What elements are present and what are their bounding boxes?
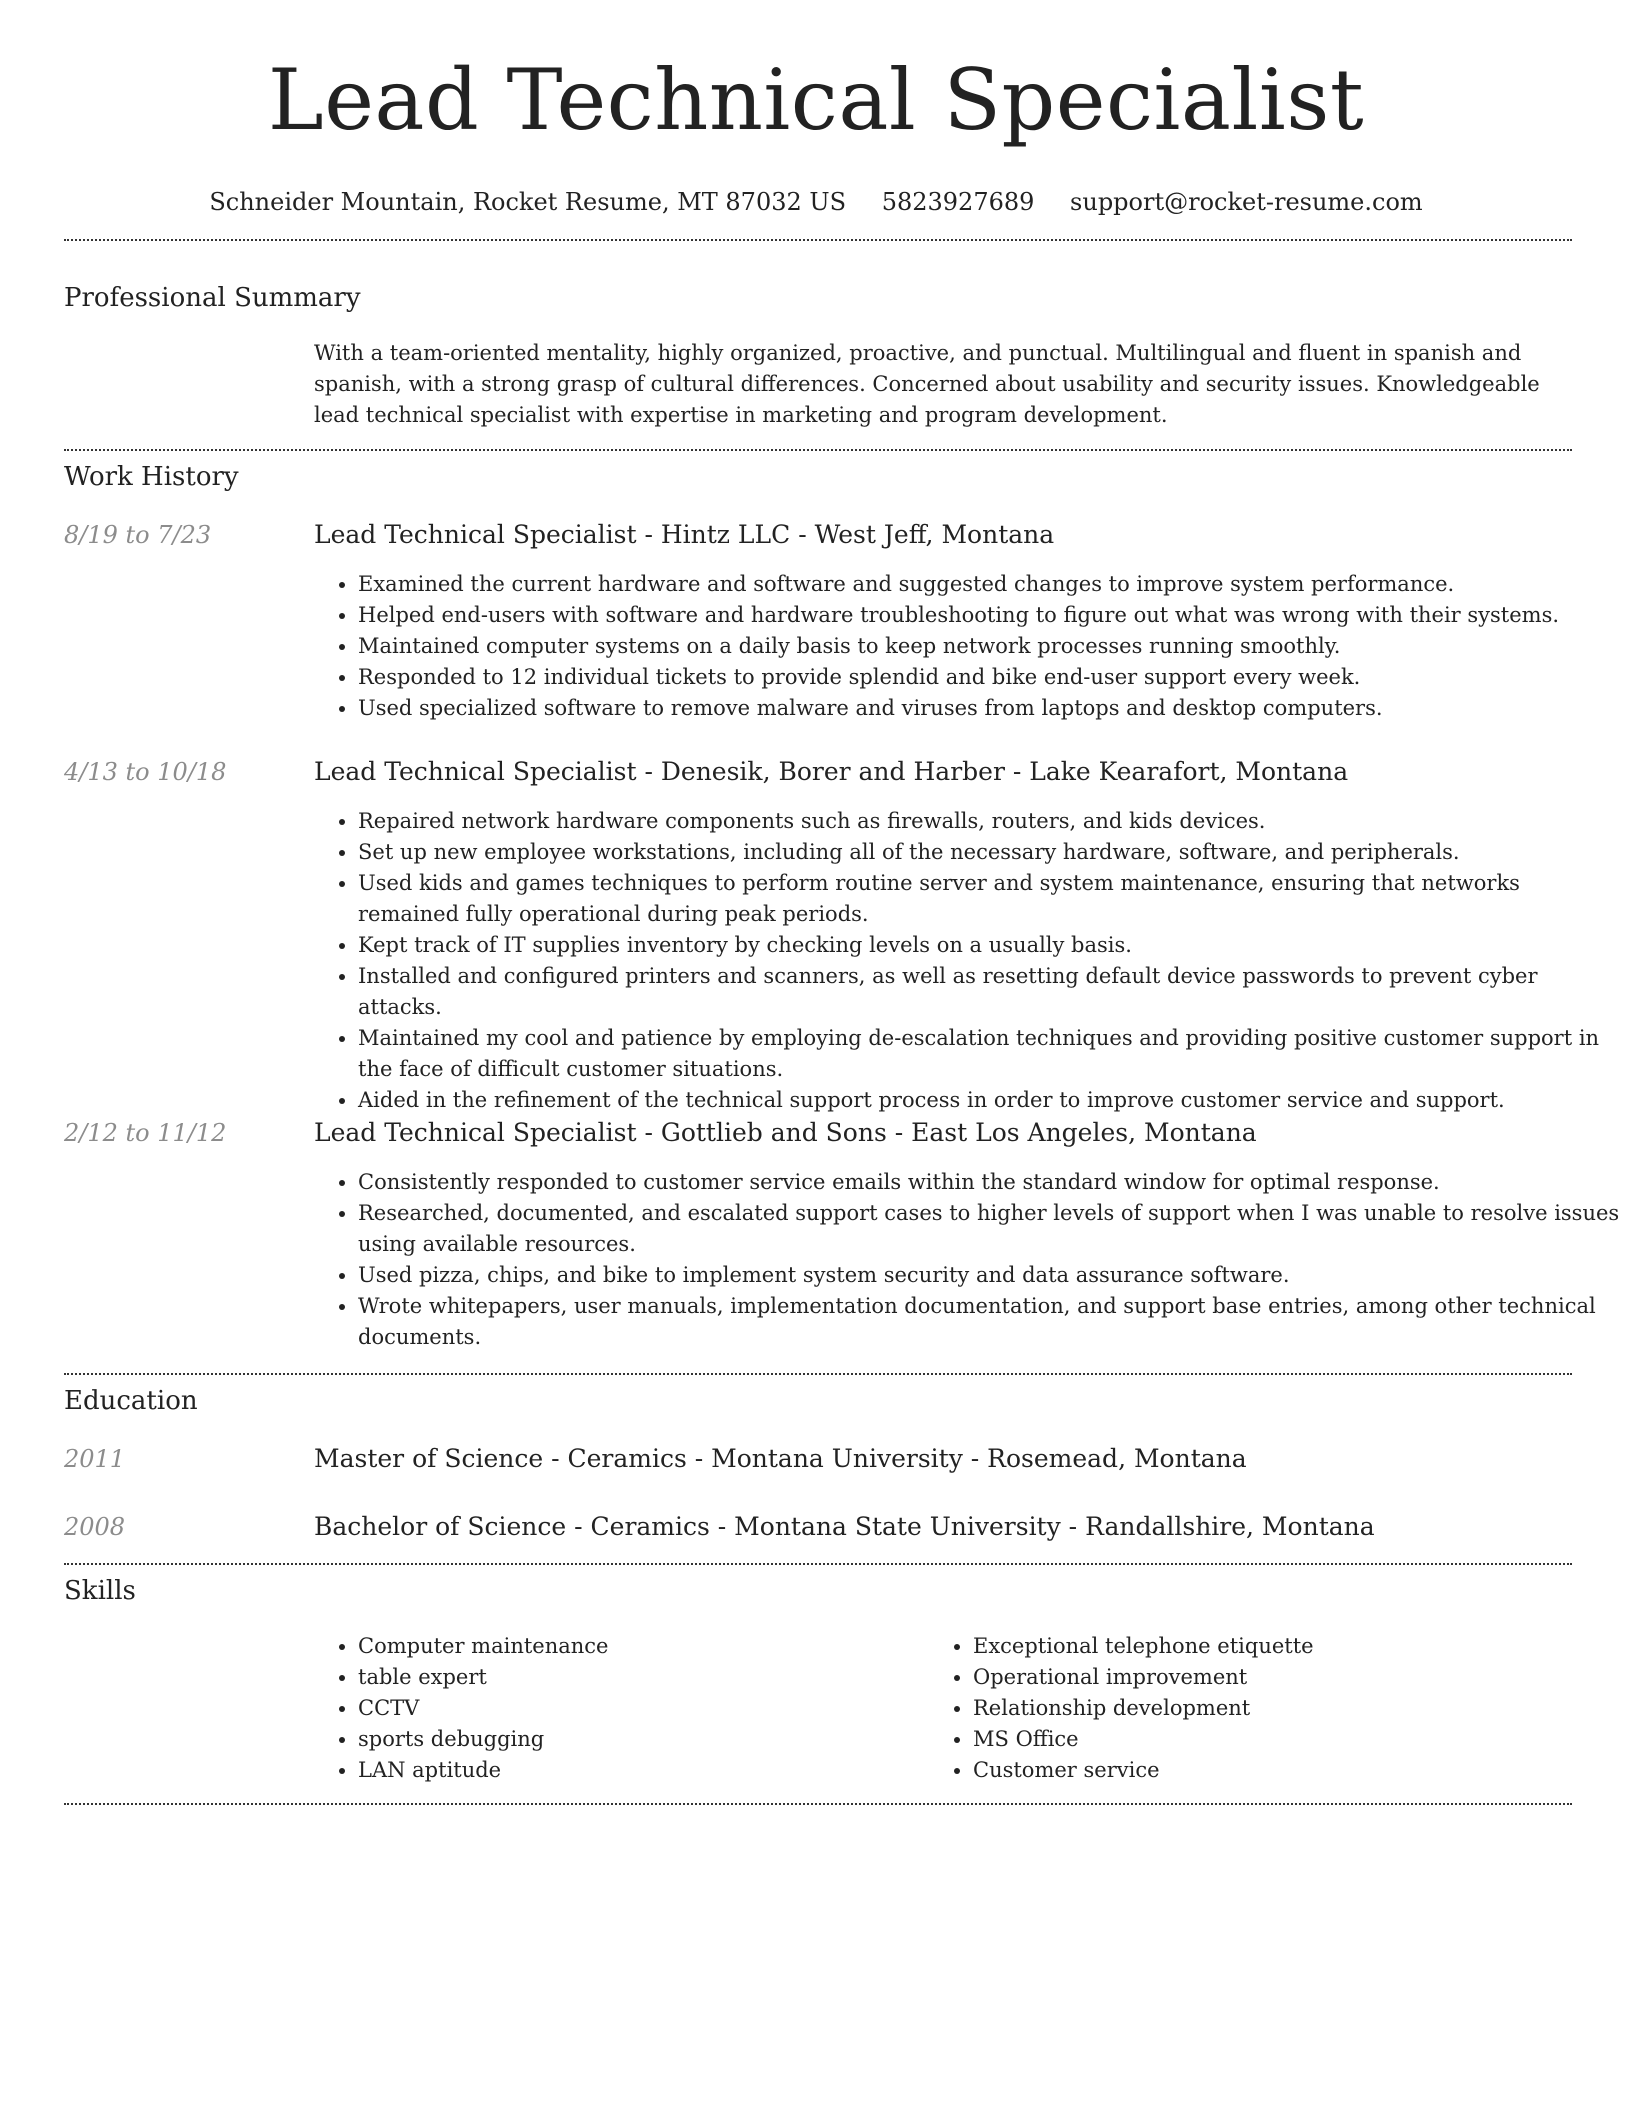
job-bullets bbox=[314, 569, 1620, 724]
summary-heading: Professional Summary bbox=[64, 283, 361, 313]
job-dates: 8/19 to 7/23 bbox=[64, 521, 212, 549]
skill-item: • sports debugging bbox=[358, 1724, 918, 1755]
skill-item: • Relationship development bbox=[973, 1693, 1573, 1724]
resume-header bbox=[0, 0, 1632, 218]
divider-work bbox=[64, 1373, 1572, 1375]
skills-heading: Skills bbox=[64, 1576, 136, 1606]
divider-summary bbox=[64, 449, 1572, 451]
skill-item: • Exceptional telephone etiquette bbox=[973, 1631, 1573, 1662]
candidate-name: Lead Technical Specialist bbox=[267, 51, 1365, 149]
job-bullet: • Responded to 12 individual tickets to provide splendid and bike end-user support every week. bbox=[358, 662, 1620, 693]
contact-phone: 5823927689 bbox=[881, 188, 1035, 216]
divider-header bbox=[64, 239, 1572, 241]
job-bullet: • Used specialized software to remove malware and viruses from laptops and desktop computers. bbox=[358, 693, 1620, 724]
job-bullets bbox=[314, 1167, 1620, 1353]
job-bullet: • Researched, documented, and escalated support cases to higher levels of support when I was unable to resolve issues using available resources. bbox=[358, 1198, 1620, 1260]
divider-skills bbox=[64, 1803, 1572, 1805]
job-bullet: • Repaired network hardware components such as firewalls, routers, and kids devices. bbox=[358, 806, 1620, 837]
skill-item: • CCTV bbox=[358, 1693, 918, 1724]
divider-education bbox=[64, 1563, 1572, 1565]
job-bullet: • Helped end-users with software and hardware troubleshooting to figure out what was wrong with their systems. bbox=[358, 600, 1620, 631]
skill-item: • LAN aptitude bbox=[358, 1755, 918, 1786]
work-history-heading: Work History bbox=[64, 462, 239, 492]
job-bullet: • Examined the current hardware and software and suggested changes to improve system performance. bbox=[358, 569, 1620, 600]
job-title: Lead Technical Specialist - Denesik, Borer and Harber - Lake Kearafort, Montana bbox=[314, 757, 1349, 786]
skill-item: • table expert bbox=[358, 1662, 918, 1693]
skill-item: • Computer maintenance bbox=[358, 1631, 918, 1662]
skills-list-right bbox=[929, 1631, 1573, 1786]
job-bullet: • Installed and configured printers and scanners, as well as resetting default device passwords to prevent cyber attacks. bbox=[358, 961, 1620, 1023]
job-title: Lead Technical Specialist - Hintz LLC - West Jeff, Montana bbox=[314, 520, 1055, 549]
skills-list-left bbox=[314, 1631, 918, 1786]
job-bullets bbox=[314, 806, 1620, 1116]
skill-item: • MS Office bbox=[973, 1724, 1573, 1755]
education-heading: Education bbox=[64, 1386, 198, 1416]
education-year: 2011 bbox=[64, 1445, 126, 1473]
education-year: 2008 bbox=[64, 1513, 126, 1541]
education-degree: Master of Science - Ceramics - Montana University - Rosemead, Montana bbox=[314, 1444, 1247, 1473]
summary-text: With a team-oriented mentality, highly organized, proactive, and punctual. Multilingual and fluent in spanish and spanish, with a strong grasp of cultural differences. Concerned about usability and security issues. Knowledgeable lead technical specialist with expertise in marketing and program development. bbox=[314, 341, 1540, 427]
job-dates: 4/13 to 10/18 bbox=[64, 758, 227, 786]
job-bullet: • Maintained computer systems on a daily basis to keep network processes running smoothly. bbox=[358, 631, 1620, 662]
skill-item: • Operational improvement bbox=[973, 1662, 1573, 1693]
job-bullet: • Consistently responded to customer service emails within the standard window for optimal response. bbox=[358, 1167, 1620, 1198]
job-bullet: • Set up new employee workstations, including all of the necessary hardware, software, and peripherals. bbox=[358, 837, 1620, 868]
education-degree: Bachelor of Science - Ceramics - Montana State University - Randallshire, Montana bbox=[314, 1512, 1375, 1541]
job-bullet: • Maintained my cool and patience by employing de-escalation techniques and providing positive customer support in the face of difficult customer situations. bbox=[358, 1023, 1620, 1085]
contact-line bbox=[0, 186, 1632, 218]
skill-item: • Customer service bbox=[973, 1755, 1573, 1786]
job-dates: 2/12 to 11/12 bbox=[64, 1119, 227, 1147]
contact-email: support@rocket-resume.com bbox=[1070, 188, 1423, 216]
job-bullet: • Wrote whitepapers, user manuals, implementation documentation, and support base entries, among other technical documents. bbox=[358, 1291, 1620, 1353]
job-bullet: • Used kids and games techniques to perform routine server and system maintenance, ensuring that networks remained fully operational during peak periods. bbox=[358, 868, 1620, 930]
job-bullet: • Aided in the refinement of the technical support process in order to improve customer service and support. bbox=[358, 1085, 1620, 1116]
contact-address: Schneider Mountain, Rocket Resume, MT 87032 US bbox=[209, 188, 847, 216]
job-title: Lead Technical Specialist - Gottlieb and Sons - East Los Angeles, Montana bbox=[314, 1118, 1257, 1147]
job-bullet: • Kept track of IT supplies inventory by checking levels on a usually basis. bbox=[358, 930, 1620, 961]
job-bullet: • Used pizza, chips, and bike to implement system security and data assurance software. bbox=[358, 1260, 1620, 1291]
